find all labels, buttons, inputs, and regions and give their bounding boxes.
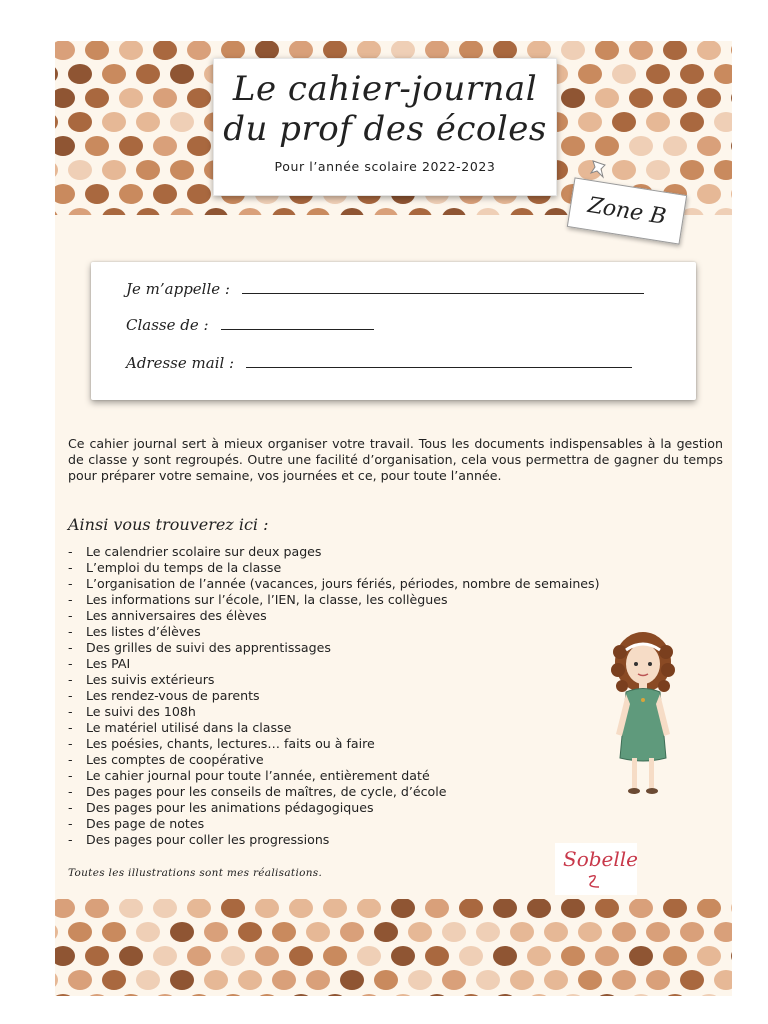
polka-dot	[119, 946, 143, 966]
polka-dot	[442, 922, 466, 942]
polka-dot	[561, 41, 585, 60]
polka-dot	[306, 922, 330, 942]
polka-dot	[527, 899, 551, 918]
list-bullet: -	[68, 640, 73, 655]
polka-dot	[55, 946, 75, 966]
polka-dot	[459, 899, 483, 918]
title-line-2: du prof des écoles	[223, 109, 547, 149]
polka-dot	[170, 922, 194, 942]
polka-dot	[408, 970, 432, 990]
polka-dot	[425, 946, 449, 966]
polka-dot	[493, 946, 517, 966]
polka-dot	[119, 41, 143, 60]
list-bullet: -	[68, 816, 73, 831]
polka-dot	[119, 88, 143, 108]
list-item	[68, 784, 600, 800]
polka-dot	[204, 922, 228, 942]
polka-dot	[255, 899, 279, 918]
polka-dot	[272, 208, 296, 215]
email-field-line[interactable]	[246, 366, 632, 368]
polka-dot	[221, 994, 245, 996]
polka-dot	[153, 41, 177, 60]
polka-dot	[612, 64, 636, 84]
polka-dot	[442, 970, 466, 990]
polka-dot	[578, 112, 602, 132]
polka-dot	[357, 899, 381, 918]
polka-dot	[663, 88, 687, 108]
list-item-text: Le matériel utilisé dans la classe	[86, 720, 292, 735]
list-item	[68, 800, 600, 816]
polka-dot	[629, 136, 653, 156]
polka-dot	[55, 64, 58, 84]
polka-dot	[595, 41, 619, 60]
polka-dot	[68, 208, 92, 215]
polka-dot	[561, 994, 585, 996]
list-item	[68, 672, 600, 688]
polka-dot	[459, 946, 483, 966]
polka-dot	[340, 208, 364, 215]
polka-dot	[714, 922, 732, 942]
list-item-text: Des grilles de suivi des apprentissages	[86, 640, 331, 655]
polka-dot	[663, 899, 687, 918]
polka-dot	[102, 112, 126, 132]
polka-dot	[102, 970, 126, 990]
polka-dot	[680, 160, 704, 180]
polka-dot	[476, 970, 500, 990]
list-bullet: -	[68, 768, 73, 783]
title-card	[213, 58, 557, 196]
polka-dot	[612, 922, 636, 942]
polka-dot	[561, 136, 585, 156]
polka-dot	[204, 208, 228, 215]
list-item	[68, 704, 600, 720]
list-item	[68, 816, 600, 832]
polka-dot	[697, 899, 721, 918]
polka-dot	[561, 88, 585, 108]
polka-dot	[187, 946, 211, 966]
polka-dot	[629, 41, 653, 60]
list-bullet: -	[68, 656, 73, 671]
polka-dot	[544, 208, 568, 215]
polka-dot	[255, 994, 279, 996]
polka-dot	[697, 994, 721, 996]
polka-dot	[272, 922, 296, 942]
name-field-line[interactable]	[242, 292, 644, 294]
polka-dot	[187, 184, 211, 204]
list-bullet: -	[68, 672, 73, 687]
paper-pin-icon	[589, 159, 609, 181]
intro-paragraph: Ce cahier journal sert à mieux organiser votre travail. Tous les documents indispensables à la gestion de classe y sont regroupés. Outre une facilité d’organisation, cela vous permettra de gagner du temps pour préparer votre semaine, vos journées et ce, pour toute l’année.	[68, 436, 723, 483]
polka-dot	[85, 136, 109, 156]
list-item-text: Le suivi des 108h	[86, 704, 196, 719]
list-bullet: -	[68, 608, 73, 623]
list-item-text: Des pages pour les animations pédagogiques	[86, 800, 374, 815]
polka-dot	[289, 994, 313, 996]
list-item-text: Les informations sur l’école, l’IEN, la classe, les collègues	[86, 592, 448, 607]
polka-dot	[680, 922, 704, 942]
list-bullet: -	[68, 688, 73, 703]
polka-dot	[55, 184, 75, 204]
polka-dot	[102, 64, 126, 84]
polka-dot	[153, 184, 177, 204]
list-item	[68, 656, 600, 672]
polka-dot	[272, 970, 296, 990]
polka-dot	[170, 112, 194, 132]
polka-dot	[204, 970, 228, 990]
polka-dot	[731, 899, 732, 918]
list-item-text: Les anniversaires des élèves	[86, 608, 267, 623]
list-item-text: Les poésies, chants, lectures… faits ou à faire	[86, 736, 375, 751]
name-row	[126, 280, 644, 298]
polka-dot	[55, 41, 75, 60]
polka-dot	[578, 64, 602, 84]
polka-dot	[476, 208, 500, 215]
polka-dot	[459, 994, 483, 996]
polka-dot	[629, 994, 653, 996]
zone-label: Zone B	[586, 192, 668, 230]
signature-box	[555, 843, 637, 895]
list-item	[68, 576, 600, 592]
polka-dot	[544, 922, 568, 942]
polka-dot	[187, 88, 211, 108]
list-item-text: L’organisation de l’année (vacances, jours fériés, périodes, nombre de semaines)	[86, 576, 600, 591]
polka-dot	[646, 922, 670, 942]
polka-dot	[85, 899, 109, 918]
class-field-line[interactable]	[221, 328, 374, 330]
polka-dot	[119, 184, 143, 204]
polka-dot	[612, 970, 636, 990]
polka-dot	[340, 970, 364, 990]
polka-dot	[544, 970, 568, 990]
polka-dot	[374, 970, 398, 990]
polka-dot	[221, 899, 245, 918]
list-item-text: Le cahier journal pour toute l’année, entièrement daté	[86, 768, 430, 783]
list-item-text: Le calendrier scolaire sur deux pages	[86, 544, 322, 559]
list-item-text: Des pages pour coller les progressions	[86, 832, 330, 847]
list-item-text: Les comptes de coopérative	[86, 752, 264, 767]
polka-dot	[629, 946, 653, 966]
polka-dot	[527, 994, 551, 996]
polka-dot	[442, 208, 466, 215]
polka-dot	[238, 208, 262, 215]
polka-dot	[170, 64, 194, 84]
school-year-subtitle: Pour l’année scolaire 2022-2023	[274, 159, 496, 174]
polka-dot	[187, 41, 211, 60]
polka-dot	[612, 112, 636, 132]
polka-dot	[425, 994, 449, 996]
class-row	[126, 316, 374, 334]
polka-dot	[306, 970, 330, 990]
polka-dot	[646, 64, 670, 84]
polka-dot	[391, 994, 415, 996]
polka-dot	[85, 994, 109, 996]
polka-dot	[714, 64, 732, 84]
polka-dot	[289, 946, 313, 966]
polka-dot	[714, 970, 732, 990]
polka-dot	[55, 899, 75, 918]
list-item-text: Des pages pour les conseils de maîtres, de cycle, d’école	[86, 784, 447, 799]
polka-dot	[646, 970, 670, 990]
email-label: Adresse mail :	[126, 354, 235, 372]
polka-dot	[136, 112, 160, 132]
polka-dot	[153, 136, 177, 156]
polka-dot	[731, 88, 732, 108]
polka-dot	[170, 160, 194, 180]
polka-dot	[340, 922, 364, 942]
list-bullet: -	[68, 784, 73, 799]
polka-dot	[153, 994, 177, 996]
polka-dot	[153, 88, 177, 108]
polka-dot	[221, 946, 245, 966]
polka-dot	[357, 946, 381, 966]
polka-dot	[85, 41, 109, 60]
polka-dot	[55, 994, 75, 996]
list-bullet: -	[68, 560, 73, 575]
list-bullet: -	[68, 544, 73, 559]
class-label: Classe de :	[126, 316, 209, 334]
polka-dot	[697, 946, 721, 966]
polka-dot	[731, 136, 732, 156]
polka-dot	[55, 88, 75, 108]
polka-dot	[68, 970, 92, 990]
polka-dot	[629, 88, 653, 108]
identity-form-card	[91, 262, 696, 400]
polka-dot	[391, 946, 415, 966]
polka-dot	[289, 899, 313, 918]
list-item-text: Les rendez-vous de parents	[86, 688, 260, 703]
polka-dot	[323, 899, 347, 918]
list-item-text: Les suivis extérieurs	[86, 672, 215, 687]
polka-dot	[306, 208, 330, 215]
polka-dot	[55, 136, 75, 156]
polka-dot	[680, 64, 704, 84]
polka-dot	[646, 112, 670, 132]
polka-dot-band-bottom	[55, 899, 732, 996]
list-item-text: L’emploi du temps de la classe	[86, 560, 282, 575]
polka-dot	[136, 922, 160, 942]
polka-dot	[357, 994, 381, 996]
polka-dot	[527, 946, 551, 966]
illustrations-footnote: Toutes les illustrations sont mes réalisations.	[68, 867, 323, 879]
polka-dot	[680, 112, 704, 132]
polka-dot	[425, 899, 449, 918]
list-item-text: Les listes d’élèves	[86, 624, 201, 639]
polka-dot	[55, 208, 58, 215]
list-bullet: -	[68, 624, 73, 639]
name-label: Je m’appelle :	[126, 280, 230, 298]
page-sheet	[55, 41, 732, 996]
polka-dot	[153, 899, 177, 918]
list-item	[68, 720, 600, 736]
list-title: Ainsi vous trouverez ici :	[68, 515, 269, 534]
polka-dot	[697, 41, 721, 60]
polka-dot	[55, 160, 58, 180]
polka-dot	[323, 994, 347, 996]
list-item	[68, 592, 600, 608]
list-bullet: -	[68, 832, 73, 847]
polka-dot	[255, 946, 279, 966]
polka-dot	[697, 136, 721, 156]
polka-dot	[68, 64, 92, 84]
list-item-text: Des page de notes	[86, 816, 205, 831]
polka-dot	[119, 994, 143, 996]
polka-dot	[510, 208, 534, 215]
polka-dot	[714, 208, 732, 215]
polka-dot	[663, 946, 687, 966]
polka-dot	[374, 208, 398, 215]
polka-dot	[170, 208, 194, 215]
email-row	[126, 354, 632, 372]
list-item	[68, 736, 600, 752]
list-item-text: Les PAI	[86, 656, 131, 671]
polka-dot	[55, 112, 58, 132]
polka-dot	[731, 946, 732, 966]
polka-dot	[663, 41, 687, 60]
polka-dot	[85, 184, 109, 204]
polka-dot	[85, 88, 109, 108]
polka-dot	[510, 922, 534, 942]
author-signature-logo: Sobelle	[563, 847, 639, 871]
polka-dot	[561, 946, 585, 966]
list-item	[68, 560, 600, 576]
polka-dot	[493, 899, 517, 918]
polka-dot	[612, 160, 636, 180]
polka-dot	[731, 184, 732, 204]
list-item	[68, 624, 600, 640]
polka-dot	[238, 922, 262, 942]
polka-dot	[731, 41, 732, 60]
list-item	[68, 752, 600, 768]
polka-dot	[561, 899, 585, 918]
polka-dot	[170, 970, 194, 990]
polka-dot	[476, 922, 500, 942]
polka-dot	[119, 899, 143, 918]
polka-dot	[68, 112, 92, 132]
polka-dot	[578, 970, 602, 990]
polka-dot	[55, 970, 58, 990]
polka-dot	[238, 970, 262, 990]
polka-dot	[629, 899, 653, 918]
polka-dot	[408, 208, 432, 215]
content-area	[55, 226, 732, 896]
polka-dot	[136, 208, 160, 215]
polka-dot	[714, 160, 732, 180]
list-bullet: -	[68, 720, 73, 735]
list-bullet: -	[68, 800, 73, 815]
signature-swirl-icon	[555, 843, 637, 895]
polka-dot	[102, 160, 126, 180]
polka-dot	[595, 88, 619, 108]
list-bullet: -	[68, 704, 73, 719]
polka-dot	[85, 946, 109, 966]
polka-dot	[663, 994, 687, 996]
polka-dot	[55, 922, 58, 942]
list-item	[68, 832, 600, 848]
polka-dot	[595, 136, 619, 156]
polka-dot	[187, 899, 211, 918]
teacher-girl-illustration-icon	[608, 630, 678, 802]
list-bullet: -	[68, 752, 73, 767]
polka-dot	[68, 922, 92, 942]
polka-dot	[697, 184, 721, 204]
polka-dot	[595, 946, 619, 966]
polka-dot	[136, 64, 160, 84]
list-bullet: -	[68, 592, 73, 607]
polka-dot	[136, 970, 160, 990]
polka-dot	[493, 994, 517, 996]
polka-dot	[187, 994, 211, 996]
title-line-1: Le cahier-journal	[232, 69, 538, 109]
list-bullet: -	[68, 736, 73, 751]
polka-dot	[119, 136, 143, 156]
polka-dot	[731, 994, 732, 996]
polka-dot	[136, 160, 160, 180]
polka-dot	[663, 136, 687, 156]
list-item	[68, 544, 600, 560]
polka-dot	[408, 922, 432, 942]
polka-dot	[595, 899, 619, 918]
polka-dot-pattern	[55, 899, 732, 996]
polka-dot	[714, 112, 732, 132]
list-item	[68, 608, 600, 624]
polka-dot	[680, 970, 704, 990]
polka-dot	[323, 946, 347, 966]
polka-dot	[102, 208, 126, 215]
polka-dot	[374, 922, 398, 942]
feature-list	[68, 544, 600, 848]
polka-dot	[102, 922, 126, 942]
polka-dot	[510, 970, 534, 990]
list-item	[68, 688, 600, 704]
polka-dot	[578, 922, 602, 942]
list-item	[68, 640, 600, 656]
list-bullet: -	[68, 576, 73, 591]
polka-dot	[68, 160, 92, 180]
polka-dot	[697, 88, 721, 108]
list-item	[68, 768, 600, 784]
polka-dot	[391, 899, 415, 918]
polka-dot	[187, 136, 211, 156]
polka-dot	[646, 160, 670, 180]
polka-dot	[595, 994, 619, 996]
polka-dot	[153, 946, 177, 966]
